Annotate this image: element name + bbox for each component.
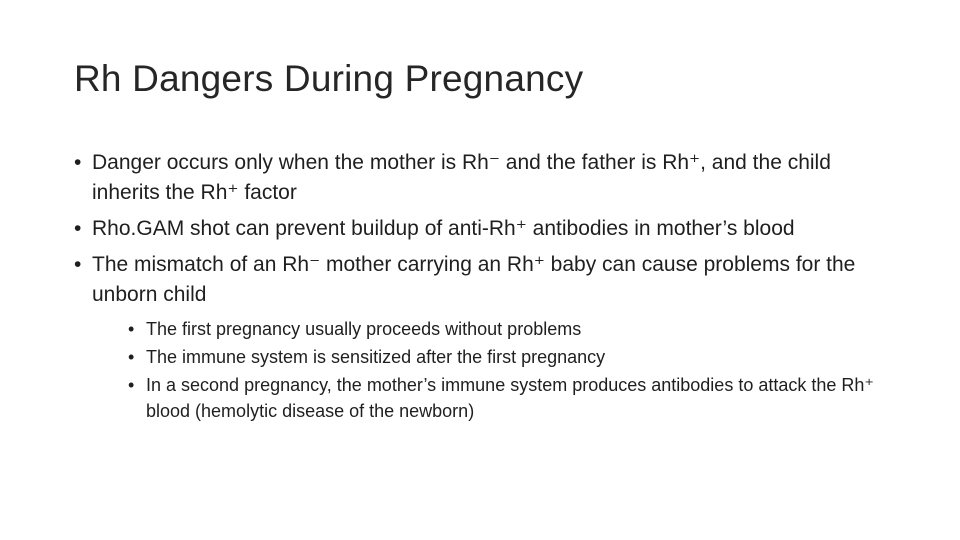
sub-bullet-text: In a second pregnancy, the mother’s immune system produces antibodies to attack the Rh⁺ blood (hemolytic disease of the newborn): [146, 375, 874, 421]
bullet-text: The mismatch of an Rh⁻ mother carrying an Rh⁺ baby can cause problems for the unborn child: [92, 253, 856, 306]
sub-bullet-item: [128, 342, 894, 370]
bullet-dot-icon: •: [128, 319, 135, 339]
bullet-dot-icon: •: [128, 375, 135, 395]
bullet-item: [74, 148, 894, 208]
sub-bullet-item: [128, 314, 894, 342]
bullet-text: Danger occurs only when the mother is Rh⁻ and the father is Rh⁺, and the child inherits the Rh⁺ factor: [92, 151, 831, 204]
bullet-item: [74, 214, 894, 244]
sub-bullet-item: [128, 370, 894, 424]
sub-bullet-text: The immune system is sensitized after the first pregnancy: [146, 347, 606, 367]
slide-body: [74, 148, 894, 430]
bullet-item: [74, 250, 894, 424]
sub-bullet-text: The first pregnancy usually proceeds without problems: [146, 319, 582, 339]
bullet-dot-icon: •: [128, 347, 135, 367]
slide-title: Rh Dangers During Pregnancy: [74, 58, 584, 99]
bullet-dot-icon: •: [74, 253, 82, 276]
sub-bullet-list: [128, 314, 894, 424]
bullet-text: Rho.GAM shot can prevent buildup of anti-Rh⁺ antibodies in mother’s blood: [92, 217, 795, 240]
bullet-dot-icon: •: [74, 151, 82, 174]
bullet-dot-icon: •: [74, 217, 82, 240]
bullet-list: [74, 148, 894, 424]
